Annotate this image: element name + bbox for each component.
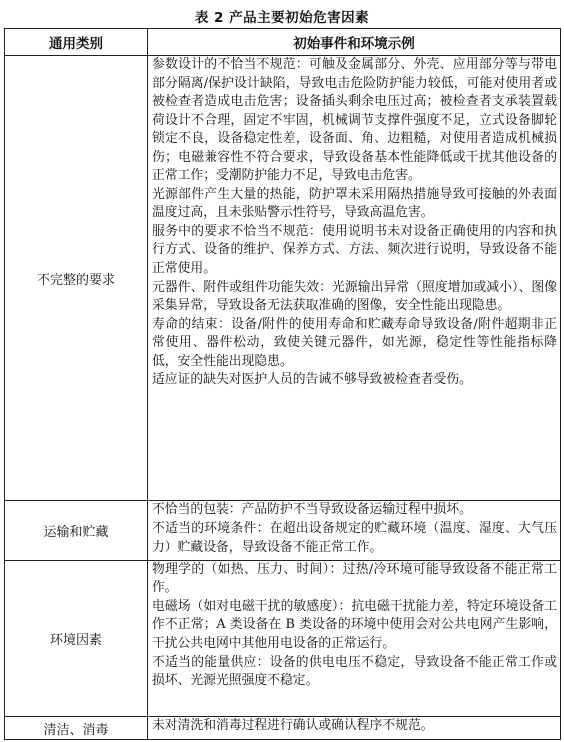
example-paragraph: 寿命的结束：设备/附件的使用寿命和贮藏寿命导致设备/附件超期非正常使用、器件松动，致使关键元器件，如光源，稳定性等性能指标降低，安全性能出现隐患。: [152, 316, 557, 369]
example-paragraph: 参数设计的不恰当不规范：可触及金属部分、外壳、应用部分等与带电部分隔离/保护设计缺陷，导致电击危险防护能力较低，可能对使用者或被检查者造成电击危害；设备插头剩余电压过高；被检查者支承装置载荷设计不合理，固定不牢固，机械调节支撑件强度不足，立式设备脚轮锁定不良，设备稳定性差，设备面、角、边粗糙，对使用者造成机械损伤；电磁兼容性不符合要求，导致设备基本性能降低或干扰其他设备的正常工作；受潮防护能力不足，导致电击危害。: [152, 57, 557, 184]
table-header-row: [5, 29, 561, 56]
category-cell: 运输和贮藏: [5, 501, 148, 560]
example-paragraph: 物理学的（如热、压力、时间）：过热/冷环境可能导致设备不能正常工作。: [152, 561, 557, 596]
category-cell: 环境因素: [5, 560, 148, 717]
header-category: 通用类别: [5, 29, 148, 56]
example-paragraph: 服务中的要求不恰当不规范：使用说明书未对设备正确使用的内容和执行方式、设备的维护、保养方式、方法、频次进行说明，导致设备不能正常使用。: [152, 223, 557, 277]
example-paragraph: 元器件、附件或组件功能失效：光源输出异常（照度增加或减小）、图像采集异常，导致设备无法获取准确的图像，安全性能出现隐患。: [152, 279, 557, 314]
header-examples: 初始事件和环境示例: [148, 29, 561, 56]
example-paragraph: 未对清洗和消毒过程进行确认或确认程序不规范。: [152, 718, 434, 734]
example-paragraph: 电磁场（如对电磁干扰的敏感度）：抗电磁干扰能力差，特定环境设备工作不正常；A 类设备在 B 类设备的环境中使用会对公共电网产生影响，干扰公共电网中其他用电设备的正常运行。: [152, 598, 557, 651]
examples-cell: [148, 56, 561, 501]
example-paragraph: 不恰当的包装：产品防护不当导致设备运输过程中损坏。: [152, 502, 472, 518]
examples-cell: [148, 560, 561, 717]
table-row: [5, 717, 561, 740]
table-row: [5, 56, 561, 501]
category-cell: 清洁、消毒: [5, 717, 148, 740]
example-paragraph: 不适当的环境条件：在超出设备规定的贮藏环境（温度、湿度、大气压力）贮藏设备，导致设备不能正常工作。: [152, 520, 557, 555]
table-row: [5, 501, 561, 560]
table-row: [5, 560, 561, 717]
examples-cell: [148, 717, 561, 740]
example-paragraph: 适应证的缺失对医护人员的告诫不够导致被检查者受伤。: [152, 372, 472, 388]
table-title: 表 2 产品主要初始危害因素: [194, 10, 370, 26]
example-paragraph: 不适当的能量供应：设备的供电电压不稳定，导致设备不能正常工作或损坏、光源光照强度不稳定。: [152, 654, 557, 689]
examples-cell: [148, 501, 561, 560]
category-cell: 不完整的要求: [5, 56, 148, 501]
hazard-table: [4, 28, 561, 740]
example-paragraph: 光源部件产生大量的热能，防护罩未采用隔热措施导致可接触的外表面温度过高，且未张贴警示性符号，导致高温危害。: [152, 186, 557, 221]
